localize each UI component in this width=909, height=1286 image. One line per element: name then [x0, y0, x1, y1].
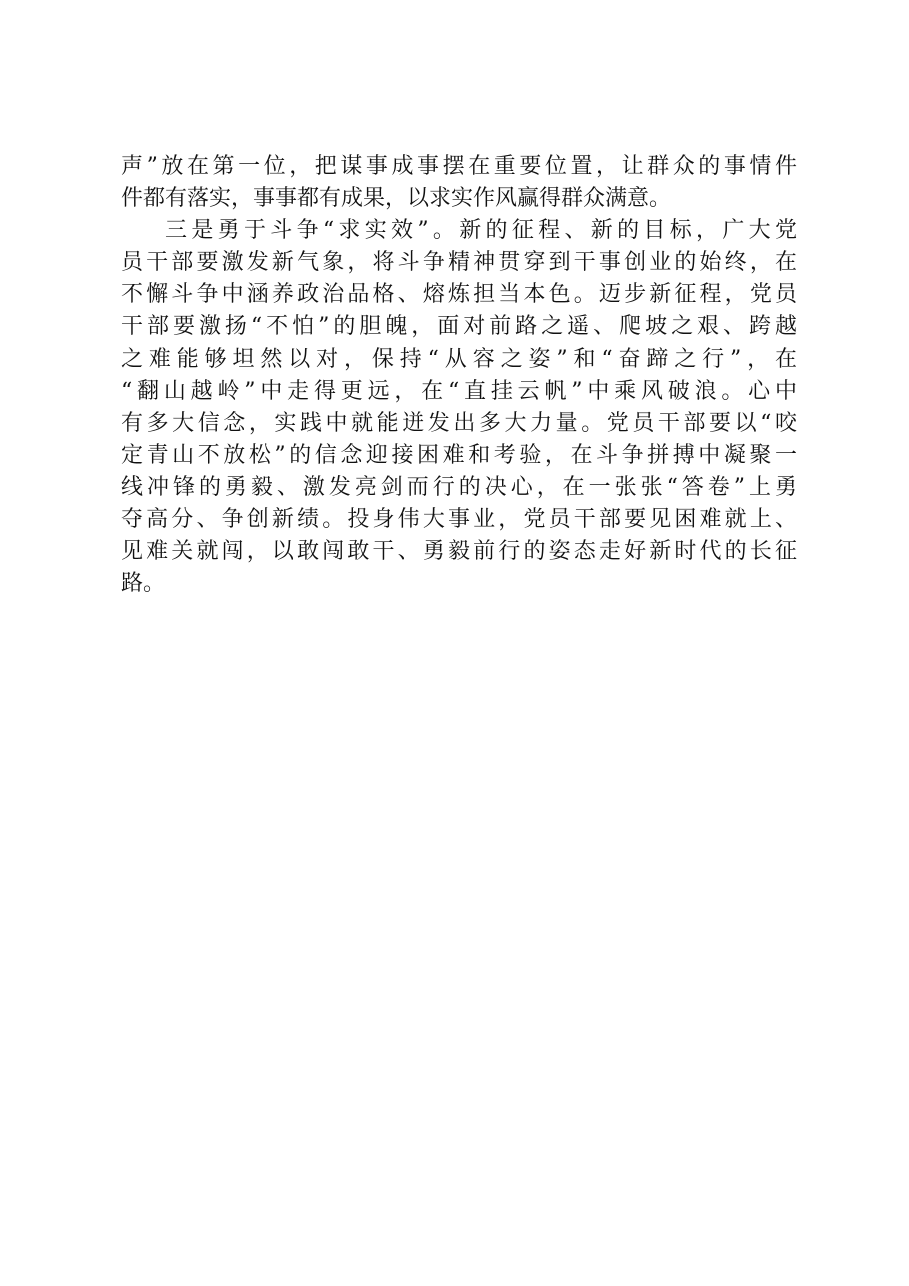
text-line: 夺高分、争创新绩。投身伟大事业，党员干部要见困难就上、: [121, 507, 797, 533]
text-line: 见难关就闯，以敢闯敢干、勇毅前行的姿态走好新时代的长征: [121, 539, 797, 565]
text-line: 干部要激扬“不怕”的胆魄，面对前路之遥、爬坡之艰、跨越: [121, 314, 797, 340]
text-line: 声”放在第一位，把谋事成事摆在重要位置，让群众的事情件: [121, 154, 797, 179]
text-line: 有多大信念，实践中就能迸发出多大力量。党员干部要以“咬: [121, 410, 797, 436]
paragraph-continuation: [121, 151, 797, 215]
document-body: [121, 151, 797, 600]
text-line: 之难能够坦然以对，保持“从容之姿”和“奋蹄之行”，在: [121, 346, 797, 372]
text-line: 员干部要激发新气象，将斗争精神贯穿到干事创业的始终，在: [121, 250, 797, 276]
text-line: 路。: [121, 571, 166, 597]
text-line: “翻山越岭”中走得更远，在“直挂云帆”中乘风破浪。心中: [121, 378, 797, 404]
text-line: 三是勇于斗争“求实效”。新的征程、新的目标，广大党: [165, 218, 797, 244]
text-line: 件都有落实，事事都有成果，以求实作风赢得群众满意。: [121, 186, 672, 212]
paragraph-struggle: [121, 215, 797, 600]
text-line: 定青山不放松”的信念迎接困难和考验，在斗争拼搏中凝聚一: [121, 442, 797, 468]
text-line: 不懈斗争中涵养政治品格、熔炼担当本色。迈步新征程，党员: [121, 282, 797, 308]
text-line: 线冲锋的勇毅、激发亮剑而行的决心，在一张张“答卷”上勇: [121, 474, 797, 500]
